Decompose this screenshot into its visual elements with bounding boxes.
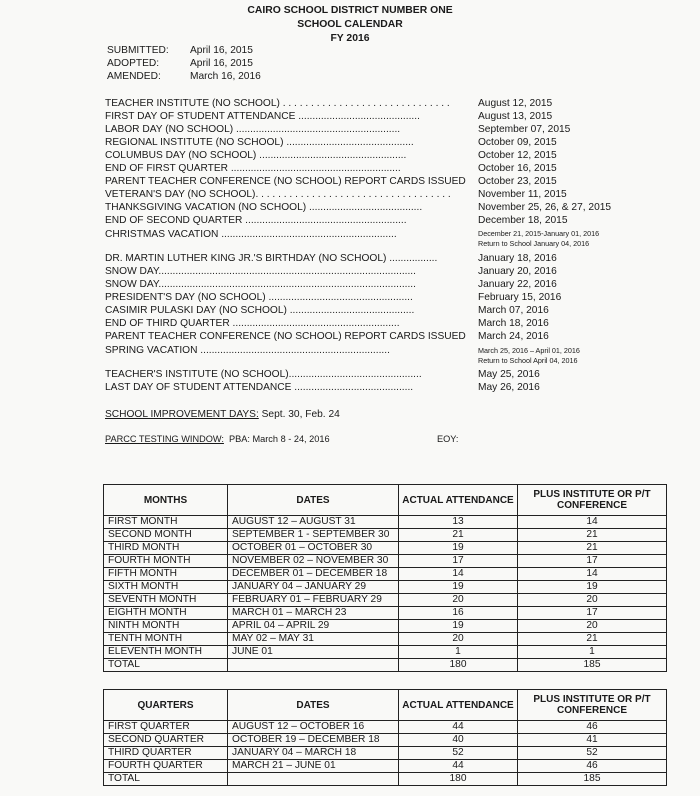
- table-cell: [228, 659, 399, 672]
- table-cell: SIXTH MONTH: [104, 581, 228, 594]
- table-cell: OCTOBER 01 – OCTOBER 30: [228, 542, 399, 555]
- column-header: QUARTERS: [104, 690, 228, 721]
- event-date: October 16, 2015: [478, 163, 557, 174]
- table-cell: 17: [518, 555, 667, 568]
- event-label: FIRST DAY OF STUDENT ATTENDANCE ...........................................: [105, 111, 420, 122]
- event-date: October 12, 2015: [478, 150, 557, 161]
- table-cell: 19: [518, 581, 667, 594]
- column-header: MONTHS: [104, 485, 228, 516]
- table-cell: SEPTEMBER 1 - SEPTEMBER 30: [228, 529, 399, 542]
- submitted-label: SUBMITTED:: [107, 45, 169, 56]
- table-cell: [228, 773, 399, 786]
- table-cell: 17: [518, 607, 667, 620]
- table-cell: 185: [518, 773, 667, 786]
- months-table: [103, 484, 667, 672]
- district-title: CAIRO SCHOOL DISTRICT NUMBER ONE: [247, 5, 453, 16]
- table-cell: NOVEMBER 02 – NOVEMBER 30: [228, 555, 399, 568]
- table-row: [104, 516, 667, 529]
- event-return-date: Return to School January 04, 2016: [478, 239, 590, 248]
- table-cell: 46: [518, 721, 667, 734]
- table-row: [104, 633, 667, 646]
- table-row: [104, 607, 667, 620]
- event-return-date: Return to School April 04, 2016: [478, 356, 578, 365]
- event-date: September 07, 2015: [478, 124, 571, 135]
- event-date: November 25, 26, & 27, 2015: [478, 202, 612, 213]
- event-label: COLUMBUS DAY (NO SCHOOL) ....................................................: [105, 150, 407, 161]
- fiscal-year: FY 2016: [330, 33, 370, 44]
- event-date: November 11, 2015: [478, 189, 567, 200]
- table-cell: 21: [399, 529, 518, 542]
- event-date: August 12, 2015: [478, 98, 553, 109]
- table-row: [104, 542, 667, 555]
- table-cell: 14: [399, 568, 518, 581]
- table-cell: 44: [399, 760, 518, 773]
- table-row: [104, 646, 667, 659]
- table-cell: 14: [518, 568, 667, 581]
- table-cell: 13: [399, 516, 518, 529]
- table-cell: FIFTH MONTH: [104, 568, 228, 581]
- table-row: [104, 760, 667, 773]
- table-cell: 1: [518, 646, 667, 659]
- event-label: TEACHER INSTITUTE (NO SCHOOL) . . . . . . . . . . . . . . . . . . . . . . . . . . . . . .: [105, 98, 450, 109]
- event-label: SPRING VACATION ...................................................................: [105, 345, 390, 356]
- table-cell: 20: [518, 620, 667, 633]
- table-cell: 20: [399, 594, 518, 607]
- amended-label: AMENDED:: [107, 71, 161, 82]
- table-cell: MAY 02 – MAY 31: [228, 633, 399, 646]
- event-label: END OF FIRST QUARTER ............................................................: [105, 163, 401, 174]
- adopted-value: April 16, 2015: [190, 58, 253, 69]
- table-cell: JANUARY 04 – JANUARY 29: [228, 581, 399, 594]
- table-cell: 46: [518, 760, 667, 773]
- table-row: [104, 659, 667, 672]
- table-row: [104, 747, 667, 760]
- table-cell: SEVENTH MONTH: [104, 594, 228, 607]
- column-header: PLUS INSTITUTE OR P/T CONFERENCE: [518, 485, 667, 516]
- table-cell: THIRD MONTH: [104, 542, 228, 555]
- event-date: October 23, 2015: [478, 176, 557, 187]
- table-cell: 1: [399, 646, 518, 659]
- event-label: LAST DAY OF STUDENT ATTENDANCE ..........................................: [105, 382, 414, 393]
- calendar-title: SCHOOL CALENDAR: [297, 19, 403, 30]
- table-row: [104, 721, 667, 734]
- table-cell: 20: [399, 633, 518, 646]
- improvement-value: Sept. 30, Feb. 24: [261, 409, 340, 420]
- amended-value: March 16, 2016: [190, 71, 261, 82]
- table-cell: TOTAL: [104, 659, 228, 672]
- event-label: CHRISTMAS VACATION ..............................................................: [105, 229, 397, 240]
- event-date: March 25, 2016 – April 01, 2016: [478, 346, 580, 355]
- table-cell: FOURTH QUARTER: [104, 760, 228, 773]
- table-cell: NINTH MONTH: [104, 620, 228, 633]
- event-label: LABOR DAY (NO SCHOOL) ..........................................................: [105, 124, 401, 135]
- event-date: May 25, 2016: [478, 369, 540, 380]
- event-date: January 22, 2016: [478, 279, 557, 290]
- event-date: August 13, 2015: [478, 111, 553, 122]
- table-cell: AUGUST 12 – OCTOBER 16: [228, 721, 399, 734]
- event-date: March 24, 2016: [478, 331, 549, 342]
- table-cell: SECOND QUARTER: [104, 734, 228, 747]
- table-cell: 20: [518, 594, 667, 607]
- table-cell: 44: [399, 721, 518, 734]
- parcc-pba: PBA: March 8 - 24, 2016: [229, 434, 330, 444]
- table-cell: FIRST QUARTER: [104, 721, 228, 734]
- improvement-days: [105, 409, 340, 420]
- table-cell: MARCH 01 – MARCH 23: [228, 607, 399, 620]
- table-cell: FIRST MONTH: [104, 516, 228, 529]
- event-date: March 07, 2016: [478, 305, 549, 316]
- column-header: ACTUAL ATTENDANCE: [399, 690, 518, 721]
- event-date: May 26, 2016: [478, 382, 540, 393]
- table-cell: 14: [518, 516, 667, 529]
- table-cell: 16: [399, 607, 518, 620]
- table-cell: 21: [518, 633, 667, 646]
- table-cell: JUNE 01: [228, 646, 399, 659]
- event-label: CASIMIR PULASKI DAY (NO SCHOOL) ............................................: [105, 305, 415, 316]
- event-label: END OF THIRD QUARTER ...........................................................: [105, 318, 400, 329]
- event-date: January 18, 2016: [478, 253, 557, 264]
- table-cell: 19: [399, 542, 518, 555]
- parcc-label: PARCC TESTING WINDOW:: [105, 434, 224, 444]
- table-cell: THIRD QUARTER: [104, 747, 228, 760]
- column-header: ACTUAL ATTENDANCE: [399, 485, 518, 516]
- table-cell: TOTAL: [104, 773, 228, 786]
- table-cell: AUGUST 12 – AUGUST 31: [228, 516, 399, 529]
- column-header: DATES: [228, 690, 399, 721]
- event-date: October 09, 2015: [478, 137, 557, 148]
- table-cell: FOURTH MONTH: [104, 555, 228, 568]
- table-row: [104, 620, 667, 633]
- table-header-row: [104, 485, 667, 516]
- table-row: [104, 734, 667, 747]
- table-cell: JANUARY 04 – MARCH 18: [228, 747, 399, 760]
- table-cell: 180: [399, 773, 518, 786]
- table-cell: 52: [399, 747, 518, 760]
- table-cell: 40: [399, 734, 518, 747]
- table-cell: TENTH MONTH: [104, 633, 228, 646]
- improvement-label: SCHOOL IMPROVEMENT DAYS:: [105, 409, 259, 420]
- table-cell: ELEVENTH MONTH: [104, 646, 228, 659]
- table-cell: DECEMBER 01 – DECEMBER 18: [228, 568, 399, 581]
- table-cell: 180: [399, 659, 518, 672]
- event-label: PARENT TEACHER CONFERENCE (NO SCHOOL) REPORT CARDS ISSUED: [105, 176, 466, 187]
- table-cell: SECOND MONTH: [104, 529, 228, 542]
- event-label: VETERAN'S DAY (NO SCHOOL). . . . . . . . . . . . . . . . . . . . . . . . . . . . . . . . . . .: [105, 189, 451, 200]
- event-label: PRESIDENT'S DAY (NO SCHOOL) ...................................................: [105, 292, 413, 303]
- column-header: PLUS INSTITUTE OR P/T CONFERENCE: [518, 690, 667, 721]
- table-row: [104, 555, 667, 568]
- table-cell: 21: [518, 529, 667, 542]
- column-header: DATES: [228, 485, 399, 516]
- table-row: [104, 529, 667, 542]
- table-cell: OCTOBER 19 – DECEMBER 18: [228, 734, 399, 747]
- event-date: January 20, 2016: [478, 266, 557, 277]
- event-date: March 18, 2016: [478, 318, 549, 329]
- event-label: SNOW DAY...........................................................................................: [105, 279, 416, 290]
- table-cell: APRIL 04 – APRIL 29: [228, 620, 399, 633]
- event-label: THANKSGIVING VACATION (NO SCHOOL) ........................................: [105, 202, 423, 213]
- event-date: December 18, 2015: [478, 215, 568, 226]
- table-cell: 19: [399, 581, 518, 594]
- event-label: SNOW DAY...........................................................................................: [105, 266, 416, 277]
- table-cell: 19: [399, 620, 518, 633]
- table-cell: EIGHTH MONTH: [104, 607, 228, 620]
- table-cell: 17: [399, 555, 518, 568]
- quarters-table: [103, 689, 667, 786]
- table-row: [104, 568, 667, 581]
- table-header-row: [104, 690, 667, 721]
- parcc-eoy: EOY:: [437, 434, 459, 444]
- event-date: February 15, 2016: [478, 292, 562, 303]
- table-row: [104, 594, 667, 607]
- table-cell: MARCH 21 – JUNE 01: [228, 760, 399, 773]
- event-label: DR. MARTIN LUTHER KING JR.'S BIRTHDAY (NO SCHOOL) .................: [105, 253, 438, 264]
- table-cell: 52: [518, 747, 667, 760]
- submitted-value: April 16, 2015: [190, 45, 253, 56]
- table-row: [104, 581, 667, 594]
- table-cell: FEBRUARY 01 – FEBRUARY 29: [228, 594, 399, 607]
- adopted-label: ADOPTED:: [107, 58, 160, 69]
- table-cell: 185: [518, 659, 667, 672]
- event-label: TEACHER'S INSTITUTE (NO SCHOOL)...............................................: [105, 369, 422, 380]
- table-cell: 21: [518, 542, 667, 555]
- table-row: [104, 773, 667, 786]
- event-label: PARENT TEACHER CONFERENCE (NO SCHOOL) REPORT CARDS ISSUED: [105, 331, 466, 342]
- event-label: END OF SECOND QUARTER .........................................................: [105, 215, 407, 226]
- table-cell: 41: [518, 734, 667, 747]
- event-label: REGIONAL INSTITUTE (NO SCHOOL) .............................................: [105, 137, 414, 148]
- event-date: December 21, 2015-January 01, 2016: [478, 229, 600, 238]
